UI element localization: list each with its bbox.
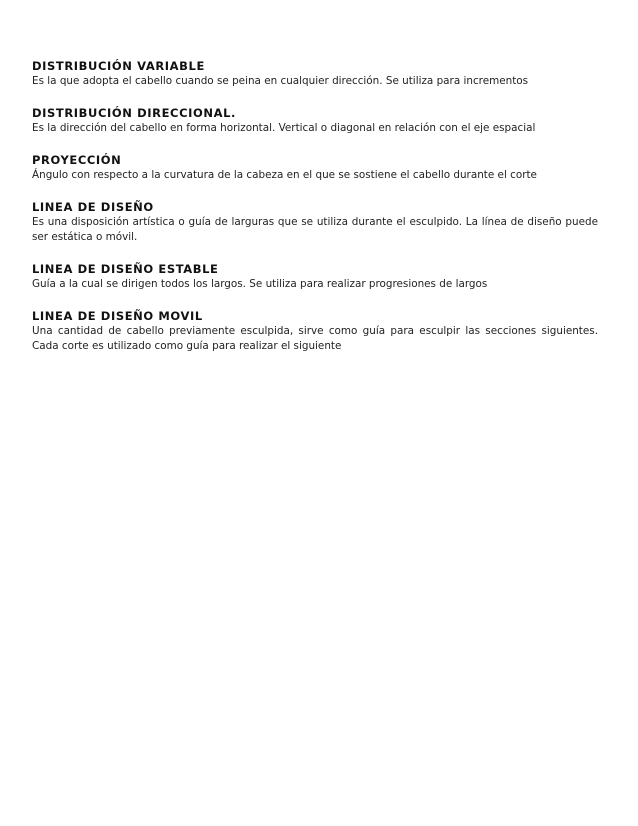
section-heading: DISTRIBUCIÓN DIRECCIONAL. [32,106,237,120]
section-body: Una cantidad de cabello previamente esculpida, sirve como guía para esculpir las secciones siguientes. Cada corte es utilizado como guía para realizar el siguiente [32,325,598,352]
section-heading: LINEA DE DISEÑO MOVIL [32,309,203,323]
section-distribucion-variable [32,58,598,89]
section-heading: PROYECCIÓN [32,153,122,167]
section-heading: LINEA DE DISEÑO ESTABLE [32,262,219,276]
section-linea-de-diseno-estable [32,261,598,292]
section-heading: LINEA DE DISEÑO [32,200,154,214]
document-page [32,58,598,370]
section-body: Es una disposición artística o guía de larguras que se utiliza durante el esculpido. La línea de diseño puede ser estática o móvil. [32,216,598,243]
section-body: Es la que adopta el cabello cuando se peina en cualquier dirección. Se utiliza para incrementos [32,75,529,87]
section-linea-de-diseno [32,199,598,245]
section-linea-de-diseno-movil [32,308,598,354]
section-heading: DISTRIBUCIÓN VARIABLE [32,59,205,73]
section-distribucion-direccional [32,105,598,136]
section-proyeccion [32,152,598,183]
section-body: Es la dirección del cabello en forma horizontal. Vertical o diagonal en relación con el eje espacial [32,122,536,134]
section-body: Ángulo con respecto a la curvatura de la cabeza en el que se sostiene el cabello durante el corte [32,169,537,181]
section-body: Guía a la cual se dirigen todos los largos. Se utiliza para realizar progresiones de largos [32,278,488,290]
